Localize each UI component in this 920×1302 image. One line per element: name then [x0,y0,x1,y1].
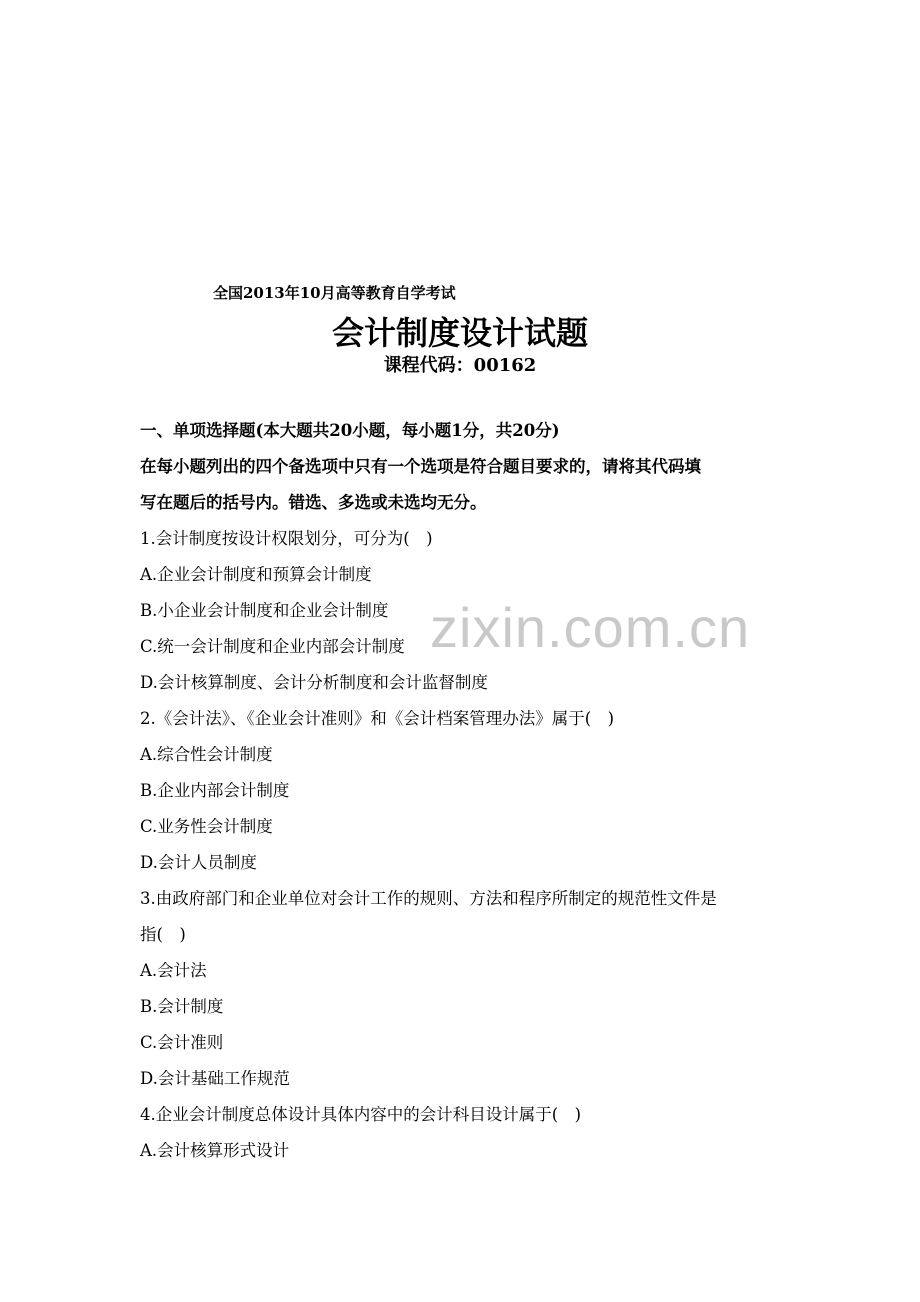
option-b: B.会计制度 [140,997,224,1016]
exam-content [140,413,800,1169]
option-c: C.会计准则 [140,1033,224,1052]
question-stem: 3.由政府部门和企业单位对会计工作的规则、方法和程序所制定的规范性文件是 [140,889,717,908]
option-d: D.会计人员制度 [140,853,257,872]
option-d: D.会计核算制度、会计分析制度和会计监督制度 [140,673,488,692]
section-heading: 一、单项选择题(本大题共20小题，每小题1分，共20分) [140,421,560,440]
option-c: C.统一会计制度和企业内部会计制度 [140,637,405,656]
option-d: D.会计基础工作规范 [140,1069,290,1088]
option-a: A.企业会计制度和预算会计制度 [140,565,372,584]
question-stem: 2.《会计法》、《企业会计准则》和《会计档案管理办法》属于( ) [140,709,615,728]
question-1 [140,521,800,701]
watermark: zixin.com.cn [430,596,751,659]
question-3 [140,881,800,1097]
option-a: A.综合性会计制度 [140,745,273,764]
option-b: B.小企业会计制度和企业会计制度 [140,601,389,620]
option-a: A.会计核算形式设计 [140,1141,290,1160]
question-2 [140,701,800,881]
course-code: 课程代码：00162 [383,355,537,376]
question-stem: 1.会计制度按设计权限划分，可分为( ) [140,529,433,548]
option-b: B.企业内部会计制度 [140,781,290,800]
question-stem-continued: 指( ) [140,925,186,944]
instruction-line: 写在题后的括号内。错选、多选或未选均无分。 [140,493,487,512]
option-a: A.会计法 [140,961,207,980]
instruction-line: 在每小题列出的四个备选项中只有一个选项是符合题目要求的，请将其代码填 [140,457,701,476]
page-title: 会计制度设计试题 [331,314,588,352]
question-4 [140,1097,800,1169]
question-stem: 4.企业会计制度总体设计具体内容中的会计科目设计属于( ) [140,1105,582,1124]
option-c: C.业务性会计制度 [140,817,273,836]
exam-header: 全国2013年10月高等教育自学考试 [213,284,456,302]
